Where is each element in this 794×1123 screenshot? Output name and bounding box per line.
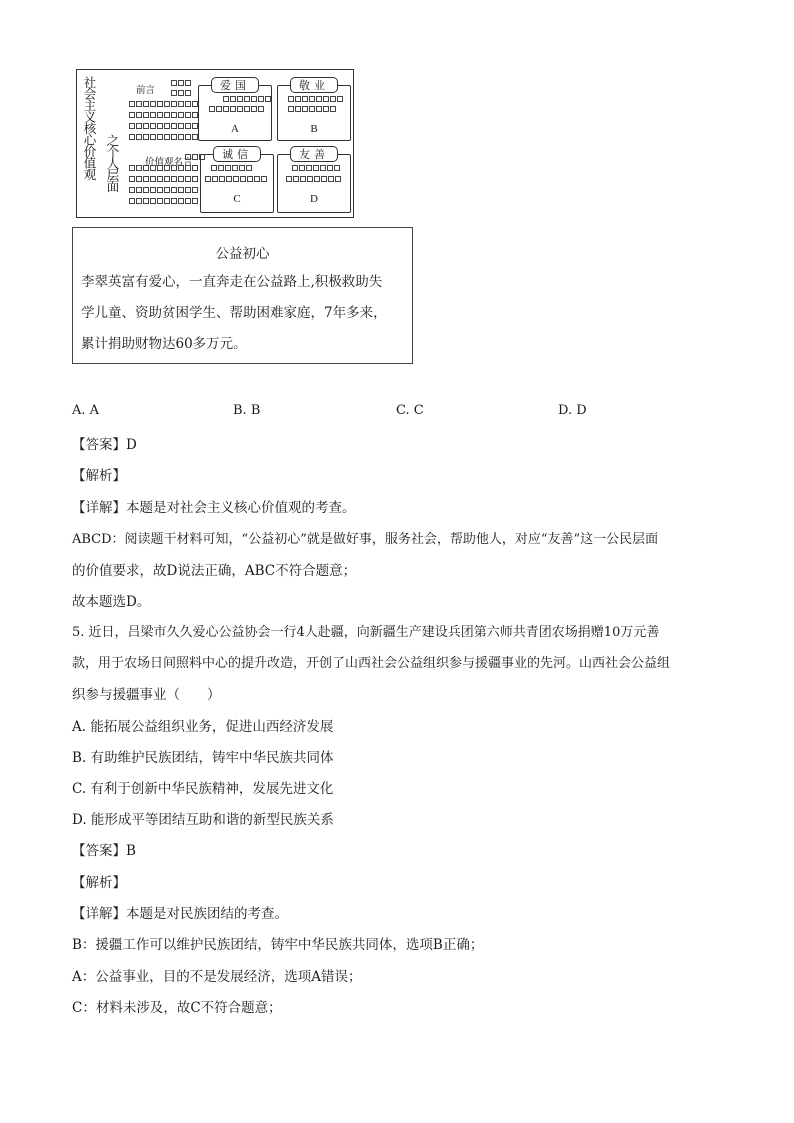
value-box-letter: A <box>231 123 239 135</box>
values-text-grid <box>129 198 198 205</box>
preface-label: 前言 <box>136 85 156 96</box>
core-values-diagram <box>76 69 354 218</box>
value-box-label: 爱国 <box>211 77 259 93</box>
q5-option-b: B. 有助维护民族团结，铸牢中华民族共同体 <box>72 750 334 766</box>
value-box-letter: B <box>310 123 318 135</box>
q4-option-c: C. C <box>396 403 424 418</box>
q5-answer: 【答案】B <box>72 843 136 859</box>
box-text-grid <box>292 165 340 172</box>
q5-analysis-label: 【解析】 <box>72 875 126 891</box>
preface-text-grid <box>171 80 191 87</box>
q4-conclusion: 故本题选D。 <box>72 594 151 610</box>
q5-explain-a: A：公益事业，目的不是发展经济，选项A错误； <box>72 969 362 985</box>
q5-explain-c: C：材料未涉及，故C不符合题意； <box>72 1000 282 1016</box>
value-box-d <box>277 148 351 213</box>
values-text-grid <box>129 187 198 194</box>
material-title: 公益初心 <box>215 246 270 262</box>
diagram-left-title: 社会主义核心价值观 <box>82 76 97 180</box>
q4-explain-line: ABCD：阅读题干材料可知，“公益初心”就是做好事，服务社会，帮助他人，对应“友善”这一公民层面 <box>72 532 659 547</box>
q4-option-a: A. A <box>72 403 100 418</box>
q4-detail: 【详解】本题是对社会主义核心价值观的考查。 <box>72 500 356 516</box>
q5-explain-b: B：援疆工作可以维护民族团结，铸牢中华民族共同体，选项B正确； <box>72 937 484 953</box>
box-text-grid <box>205 176 267 183</box>
q5-detail: 【详解】本题是对民族团结的考查。 <box>72 906 288 922</box>
q4-explain-line: 的价值要求，故D说法正确，ABC不符合题意； <box>72 563 357 579</box>
preface-text-grid <box>129 101 198 108</box>
value-box-label: 诚信 <box>213 146 261 162</box>
q4-analysis-label: 【解析】 <box>72 468 126 484</box>
material-line: 学儿童、资助贫困学生、帮助困难家庭，7年多来， <box>81 305 387 321</box>
q4-option-b: B. B <box>233 403 261 418</box>
q5-stem-line: 5. 近日，吕梁市久久爱心公益协会一行4人赴疆，向新疆生产建设兵团第六师共青团农场捐赠10万元善 <box>72 625 660 640</box>
value-box-a <box>198 79 272 141</box>
box-text-grid <box>286 176 341 183</box>
value-box-label: 友善 <box>290 146 338 162</box>
values-label: 价值观名言 <box>145 157 193 168</box>
preface-text-grid <box>129 134 198 141</box>
box-text-grid <box>288 106 336 113</box>
values-text-grid <box>129 165 198 172</box>
value-box-letter: C <box>233 193 241 205</box>
q5-option-d: D. 能形成平等团结互助和谐的新型民族关系 <box>72 812 334 828</box>
material-box <box>72 227 413 364</box>
q5-stem-line: 织参与援疆事业（ ） <box>72 687 221 703</box>
preface-text-grid <box>129 112 198 119</box>
q5-stem-line: 款，用于农场日间照料中心的提升改造，开创了山西社会公益组织参与援疆事业的先河。山西社会公益组 <box>72 656 671 671</box>
material-line: 李翠英富有爱心，一直奔走在公益路上,积极救助失 <box>81 274 383 290</box>
q5-option-c: C. 有利于创新中华民族精神，发展先进文化 <box>72 781 334 797</box>
box-text-grid <box>223 96 271 103</box>
material-line: 累计捐助财物达60多万元。 <box>81 336 247 352</box>
box-text-grid <box>211 165 252 172</box>
diagram-sub-title: 之个人层面 <box>105 134 120 192</box>
box-text-grid <box>209 106 264 113</box>
value-box-label: 敬业 <box>290 77 338 93</box>
q5-option-a: A. 能拓展公益组织业务，促进山西经济发展 <box>72 719 334 735</box>
box-text-grid <box>288 96 343 103</box>
value-box-letter: D <box>310 193 318 205</box>
preface-text-grid <box>129 123 198 130</box>
value-box-b <box>277 79 351 141</box>
preface-text-grid <box>171 90 191 97</box>
q4-option-d: D. D <box>558 403 587 418</box>
value-box-c <box>200 148 274 213</box>
q4-answer: 【答案】D <box>72 437 137 453</box>
values-text-grid <box>129 176 198 183</box>
